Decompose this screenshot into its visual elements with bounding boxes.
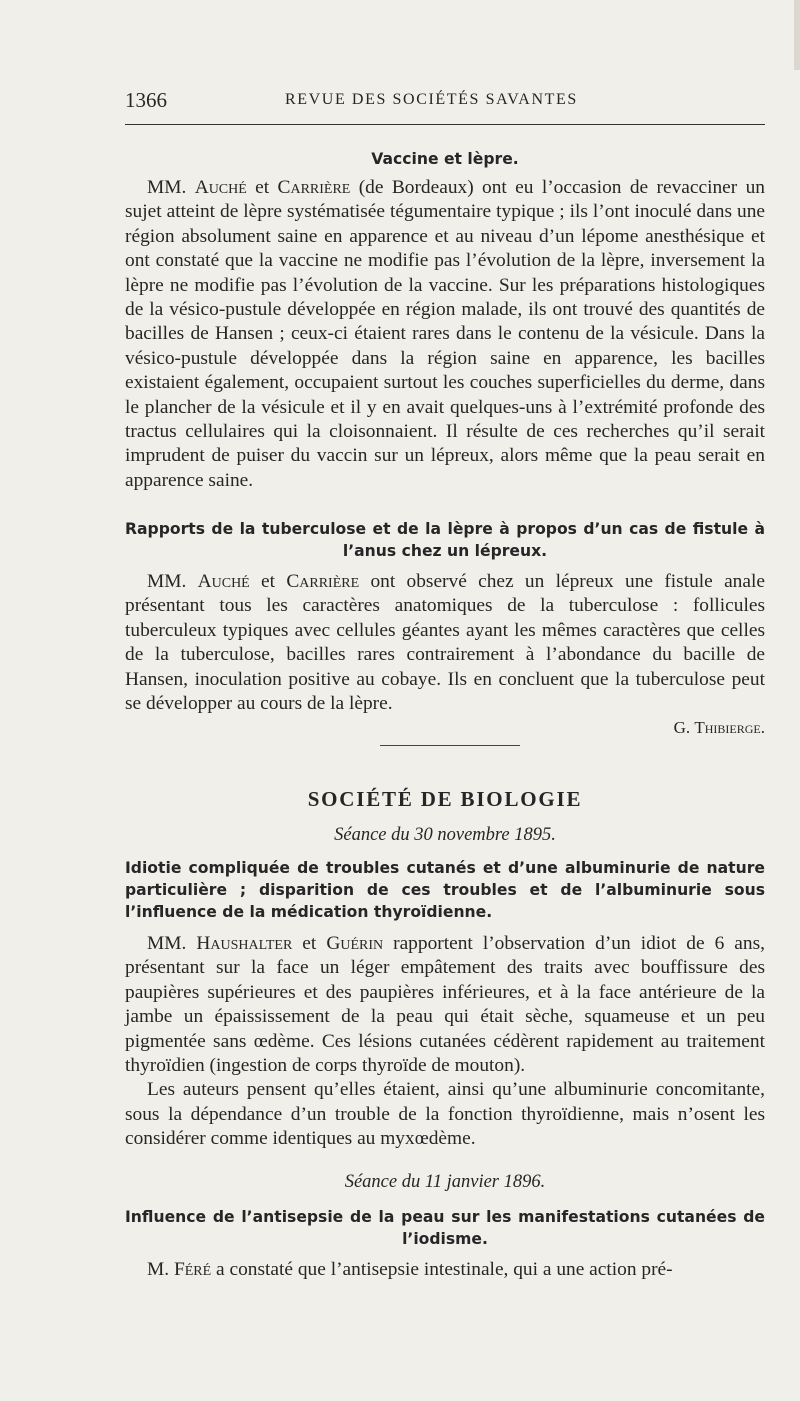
paragraph	[125, 176, 765, 493]
page-number: 1366	[125, 88, 167, 112]
author-name: Carrière	[286, 571, 360, 592]
author-name: Carrière	[277, 177, 351, 198]
paragraph	[125, 570, 765, 716]
text: rapportent l’observation d’un idiot de 6 ans, présentant sur la face un léger empâtement des traits avec bouffissure des paupières supérieures et des paupières inférieures, et à la face antérieure de la jambe un épaississement de la peau qui était sèche, squameuse et un peu pigmentée sans œdème. Ces lésions cutanées cédèrent rapidement au traitement thyroïdien (ingestion de corps thyroïde de mouton).	[125, 933, 765, 1077]
paragraph: Les auteurs pensent qu’elles étaient, ainsi qu’une albuminurie concomitante, sous la dépendance d’un trouble de la fonction thyroïdienne, mais n’osent les considérer comme identiques au myxœdème.	[125, 1079, 765, 1150]
author-name: Auché	[197, 571, 250, 592]
text: G.	[673, 718, 695, 738]
text: et	[249, 571, 287, 592]
running-title: REVUE DES SOCIÉTÉS SAVANTES	[285, 91, 578, 108]
page-header	[125, 88, 765, 114]
section-vaccine-lepre	[125, 148, 765, 493]
text: ont observé chez un lépreux une fistule anale présentant tous les caractères anatomiques de la tuberculose : follicules tuberculeux typiques avec cellules géantes ayant les mêmes caractères que celles de la tuberculose, bacilles rares contrairement à l’abondance du bacille de Hansen, inoculation positive au cobaye. Ils en concluent que la tuberculose peut se développer au cours de la lèpre.	[125, 571, 765, 715]
author-name: Haushalter	[196, 933, 293, 954]
text: MM.	[147, 177, 195, 198]
text: MM.	[147, 571, 198, 592]
section-title: Rapports de la tuberculose et de la lèpre à propos d’un cas de fistule à l’anus chez un lépreux.	[125, 520, 765, 560]
section-title: Vaccine et lèpre.	[371, 150, 519, 168]
society-title: SOCIÉTÉ DE BIOLOGIE	[307, 787, 583, 811]
section-title: Idiotie compliquée de troubles cutanés et d’une albuminurie de nature particulière ; disparition de ces troubles et de l’albuminurie sous l’influence de la médication thyroïdienne.	[125, 859, 765, 921]
text: MM.	[147, 933, 197, 954]
paragraph	[125, 932, 765, 1078]
text: a constaté que l’antisepsie intestinale, qui a une action pré-	[211, 1258, 673, 1280]
header-rule	[125, 124, 765, 125]
author-name: Thibierge.	[694, 718, 765, 738]
section-tuberculose-lepre	[125, 518, 765, 740]
page-edge	[794, 0, 800, 70]
paragraph	[125, 1258, 765, 1282]
text: M.	[147, 1258, 174, 1280]
author-name: Guérin	[326, 933, 384, 954]
text: et	[292, 933, 327, 954]
text: (de Bordeaux) ont eu l’occasion de revacciner un sujet atteint de lèpre systématisée tégumentaire typique ; ils l’ont inoculé dans une région absolument saine en apparence et au niveau d’un lépome anesthésique et ont constaté que la vaccine ne modifie pas l’évolution de la lèpre, inversement la lèpre ne modifie pas l’évolution de la vaccine. Sur les préparations histologiques de la vésico-pustule développée en région malade, ils ont trouvé des quantités de bacilles de Hansen ; ceux-ci étaient rares dans le contenu de la vésicule. Dans la vésico-pustule développée dans la région saine en apparence, les bacilles existaient également, occupaient surtout les couches superficielles du derme, dans le plancher de la vésicule et il y en avait quelques-uns à l’extrémité profonde des tractus cellulaires qui la cloisonnaient. Il résulte de ces recherches qu’il serait imprudent de puiser du vaccin sur un lépreux, alors même que la peau serait en apparence saine.	[125, 177, 765, 491]
section-divider	[380, 745, 520, 746]
seance-date: Séance du 30 novembre 1895.	[334, 825, 556, 845]
seance-date: Séance du 11 janvier 1896.	[344, 1171, 546, 1192]
author-name: Féré	[173, 1258, 212, 1280]
section-title: Influence de l’antisepsie de la peau sur les manifestations cutanées de l’iodisme.	[125, 1207, 765, 1248]
section-societe-biologie	[125, 823, 765, 1282]
signature	[125, 716, 765, 740]
author-name: Auché	[194, 177, 247, 198]
text: et	[246, 177, 278, 198]
